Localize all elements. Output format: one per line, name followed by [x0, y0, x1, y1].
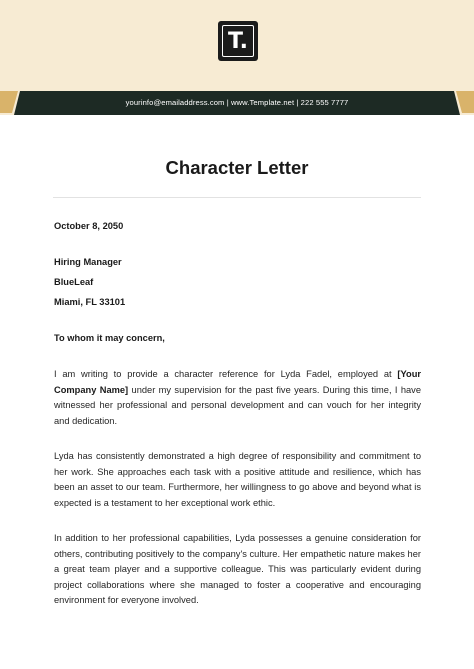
document-title: Character Letter: [165, 157, 309, 178]
recipient-address: Miami, FL 33101: [54, 297, 126, 307]
paragraph-2: Lyda has consistently demonstrated a high degree of responsibility and commitment to her work. She approaches each task with a positive attitude and resilience, which has been an asset to our team. Furthermore, her willingness to go above and beyond what is expected is a testament to her exceptional work ethic.: [54, 451, 421, 508]
company-name-placeholder: [Your Company Name]: [54, 369, 421, 395]
salutation: To whom it may concern,: [54, 333, 165, 343]
paragraph-1-end: under my supervision for the past five years. During this time, I have witnessed her professional and personal development and can vouch for her integrity and dedication.: [54, 384, 422, 426]
letterhead: [0, 0, 474, 115]
paragraph-1: [54, 367, 421, 429]
title-divider: [53, 197, 421, 198]
letter-date: October 8, 2050: [54, 221, 124, 231]
recipient-company: BlueLeaf: [54, 277, 94, 287]
recipient-name: Hiring Manager: [54, 257, 122, 267]
contact-line: yourinfo@emailaddress.com | www.Template.net | 222 555 7777: [125, 97, 349, 107]
paragraph-1-start: I am writing to provide a character reference for Lyda Fadel, employed at: [54, 369, 398, 379]
logo-letter: T.: [227, 28, 249, 54]
company-logo: [218, 21, 258, 61]
paragraph-3: In addition to her professional capabilities, Lyda possesses a genuine consideration for others, contributing positively to the company's culture. Her empathetic nature makes her a great team player and a supportive colleague. This was particularly evident during project collaborations where she managed to foster a cooperative and encouraging environment for everyone involved.: [54, 533, 421, 605]
